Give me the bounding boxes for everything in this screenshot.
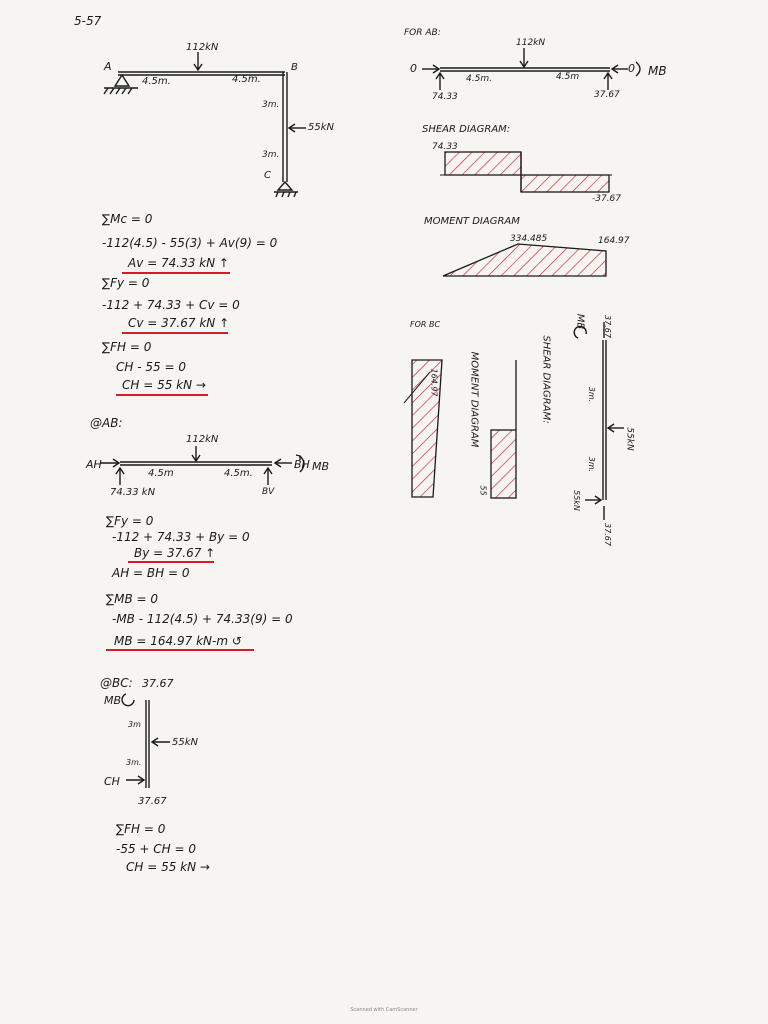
ab-eq-5: -MB - 112(4.5) + 74.33(9) = 0 bbox=[112, 612, 293, 626]
eq-main-1: -112(4.5) - 55(3) + Av(9) = 0 bbox=[102, 236, 278, 250]
right-bc-moment-bottom: 55 bbox=[478, 485, 488, 496]
ab-right-reaction: BV bbox=[262, 487, 275, 497]
frame-span-2: 4.5m. bbox=[232, 74, 261, 85]
scanner-footer: Scanned with CamScanner bbox=[350, 1007, 418, 1013]
frame-load-label: 112kN bbox=[186, 42, 219, 53]
right-bc-shear-heading: SHEAR DIAGRAM: bbox=[540, 335, 552, 424]
eq-main-8: CH = 55 kN → bbox=[122, 378, 206, 392]
right-bc-heading: FOR BC bbox=[410, 320, 441, 329]
right-bc-moment-heading: MOMENT DIAGRAM bbox=[468, 351, 480, 448]
ab-shear-diagram bbox=[440, 152, 612, 192]
right-ab-right-reaction: 37.67 bbox=[594, 90, 620, 100]
ab-right-force: BH bbox=[294, 458, 310, 471]
ab-span-2: 4.5m. bbox=[224, 468, 253, 479]
eq-main-0: ∑Mc = 0 bbox=[102, 212, 153, 226]
right-ab-heading: FOR AB: bbox=[404, 28, 441, 38]
underline-cv bbox=[122, 332, 228, 334]
bc-eq-2: CH = 55 kN → bbox=[126, 860, 210, 874]
right-ab-span-1: 4.5m. bbox=[466, 74, 492, 84]
right-bc-top-value: 37.67 bbox=[602, 315, 612, 338]
right-bc-load-right: 55kN bbox=[624, 427, 635, 451]
bc-shear-diagram bbox=[491, 360, 516, 498]
eq-main-6: ∑FH = 0 bbox=[102, 340, 152, 354]
ab-moment: MB bbox=[312, 460, 330, 473]
bc-eq-0: ∑FH = 0 bbox=[116, 822, 166, 836]
frame-node-b: B bbox=[291, 62, 298, 73]
right-ab-moment-right: 164.97 bbox=[598, 236, 630, 246]
right-ab-moment-peak: 334.485 bbox=[510, 234, 548, 244]
right-ab-moment-heading: MOMENT DIAGRAM bbox=[424, 216, 520, 227]
right-bc-load-bottom: 55kN bbox=[571, 490, 581, 511]
bc-rotated-member bbox=[571, 322, 624, 520]
eq-main-2: Av = 74.33 kN ↑ bbox=[128, 256, 229, 270]
ab-eq-3: AH = BH = 0 bbox=[112, 566, 190, 580]
underline-av bbox=[122, 272, 230, 274]
frame-height-1: 3m. bbox=[262, 100, 280, 110]
underline-ch bbox=[116, 394, 208, 396]
bc-bottom-value: 37.67 bbox=[138, 796, 167, 807]
ab-eq-6: MB = 164.97 kN-m ↺ bbox=[114, 634, 242, 648]
ab-eq-2: By = 37.67 ↑ bbox=[134, 546, 216, 560]
frame-height-2: 3m. bbox=[262, 150, 280, 160]
ab-free-body bbox=[100, 446, 304, 485]
underline-by bbox=[128, 561, 214, 563]
right-ab-left-zero: 0 bbox=[410, 62, 417, 75]
bc-top-value: 37.67 bbox=[142, 677, 174, 690]
right-bc-mb: MB bbox=[574, 313, 586, 330]
main-frame-diagram bbox=[104, 52, 306, 197]
bc-free-body bbox=[122, 694, 170, 788]
ab-load-label: 112kN bbox=[186, 434, 219, 445]
bc-moment: MB bbox=[104, 694, 122, 707]
eq-main-5: Cv = 37.67 kN ↑ bbox=[128, 316, 230, 330]
right-bc-h1: 3m. bbox=[587, 386, 597, 403]
right-ab-shear-heading: SHEAR DIAGRAM: bbox=[422, 124, 511, 135]
right-ab-right-zero: 0 bbox=[628, 62, 635, 75]
ab-left-reaction: 74.33 kN bbox=[110, 487, 156, 498]
right-bc-bottom-value: 37.67 bbox=[602, 523, 612, 546]
frame-span-1: 4.5m. bbox=[142, 76, 171, 87]
eq-main-7: CH - 55 = 0 bbox=[116, 360, 186, 374]
frame-node-a: A bbox=[104, 60, 112, 73]
right-ab-shear-bottom: -37.67 bbox=[592, 194, 622, 204]
right-ab-shear-top: 74.33 bbox=[432, 142, 458, 152]
underline-mb bbox=[106, 649, 254, 651]
ab-moment-diagram bbox=[443, 244, 606, 276]
bc-eq-1: -55 + CH = 0 bbox=[116, 842, 197, 856]
bc-h1: 3m bbox=[128, 720, 141, 729]
right-ab-beam bbox=[422, 48, 640, 90]
ab-eq-4: ∑MB = 0 bbox=[106, 592, 158, 606]
eq-main-4: -112 + 74.33 + Cv = 0 bbox=[102, 298, 240, 312]
right-bc-h2: 3m. bbox=[587, 456, 597, 473]
eq-main-3: ∑Fy = 0 bbox=[102, 276, 150, 290]
bc-ch: CH bbox=[104, 775, 120, 788]
right-bc-moment-value: 164.97 bbox=[429, 368, 439, 397]
ab-left-force: AH bbox=[86, 458, 102, 471]
bc-h2: 3m. bbox=[126, 758, 142, 767]
problem-id: 5-57 bbox=[74, 14, 102, 28]
bc-load: 55kN bbox=[172, 737, 198, 748]
right-ab-load: 112kN bbox=[516, 38, 546, 48]
ab-heading: @AB: bbox=[90, 416, 123, 430]
frame-node-c: C bbox=[264, 170, 271, 181]
bc-heading: @BC: bbox=[100, 676, 133, 690]
ab-eq-0: ∑Fy = 0 bbox=[106, 514, 154, 528]
right-ab-left-reaction: 74.33 bbox=[432, 92, 458, 102]
right-ab-moment: MB bbox=[648, 64, 667, 78]
right-ab-span-2: 4.5m bbox=[556, 72, 580, 82]
ab-eq-1: -112 + 74.33 + By = 0 bbox=[112, 530, 250, 544]
ab-span-1: 4.5m bbox=[148, 468, 174, 479]
frame-side-load: 55kN bbox=[308, 122, 334, 133]
